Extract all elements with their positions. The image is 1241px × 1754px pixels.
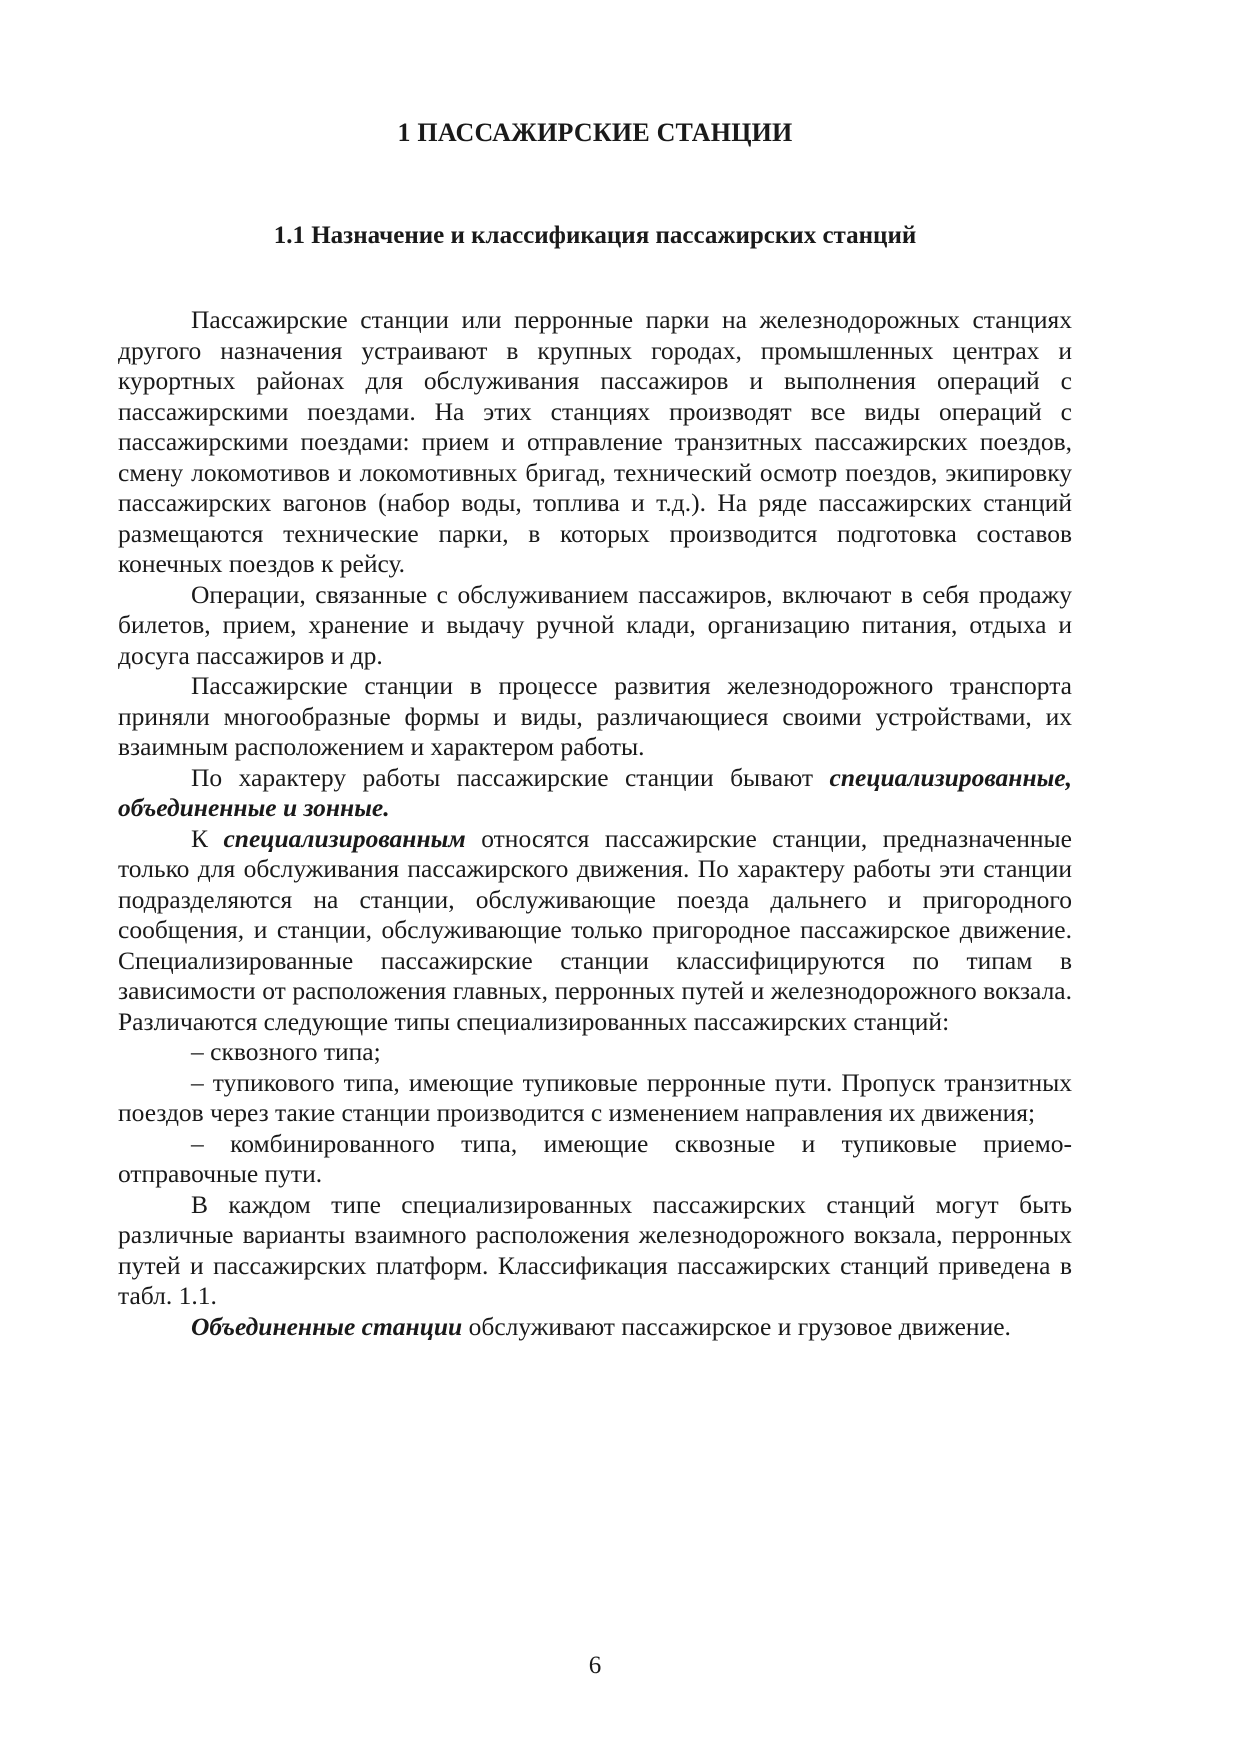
emphasized-term: Объединенные станции <box>191 1311 463 1341</box>
document-page <box>118 0 1072 1754</box>
paragraph <box>118 1312 1072 1343</box>
section-title: 1.1 Назначение и классификация пассажирских станций <box>273 222 917 249</box>
page-number: 6 <box>588 1652 602 1679</box>
paragraph <box>118 763 1072 824</box>
paragraph: Операции, связанные с обслуживанием пассажиров, включают в себя продажу билетов, прием, хранение и выдачу ручной клади, организацию питания, отдыха и досуга пассажиров и др. <box>118 579 1072 670</box>
paragraph-text: обслуживают пассажирское и грузовое движение. <box>462 1311 1011 1341</box>
paragraph-text: относятся пассажирские станции, предназначенные только для обслуживания пассажирского движения. По характеру работы эти станции подразделяются на станции, обслуживающие поезда дальнего и пригородного сообщения, и станции, обслуживающие только пригородное пассажирское движение. Специализированные пассажирские станции классифицируются по типам в зависимости от расположения главных, перронных путей и железнодорожного вокзала. Различаются следующие типы специализированных пассажирских станций: <box>118 823 1072 1036</box>
paragraph-text: К <box>191 823 224 853</box>
list-item: – тупикового типа, имеющие тупиковые перронные пути. Пропуск транзитных поездов через такие станции производится с изменением направления их движения; <box>118 1067 1072 1127</box>
chapter-title: 1 ПАССАЖИРСКИЕ СТАНЦИИ <box>397 118 793 147</box>
paragraph-text: По характеру работы пассажирские станции бывают <box>191 762 830 792</box>
emphasized-term: специализированные, объединенные и зонные. <box>118 762 1072 822</box>
list-item: – комбинированного типа, имеющие сквозные и тупиковые приемо-отправочные пути. <box>118 1128 1072 1188</box>
paragraph: Пассажирские станции или перронные парки на железнодорожных станциях другого назначения устраивают в крупных городах, промышленных центрах и курортных районах для обслуживания пассажиров и выполнения операций с пассажирскими поездами. На этих станциях производят все виды операций с пассажирскими поездами: прием и отправление транзитных пассажирских поездов, смену локомотивов и локомотивных бригад, технический осмотр поездов, экипировку пассажирских вагонов (набор воды, топлива и т.д.). На ряде пассажирских станций размещаются технические парки, в которых производится подготовка составов конечных поездов к рейсу. <box>118 305 1072 578</box>
emphasized-term: специализированным <box>223 823 466 853</box>
paragraph: В каждом типе специализированных пассажирских станций могут быть различные варианты взаимного расположения железнодорожного вокзала, перронных путей и пассажирских платформ. Классификация пассажирских станций приведена в табл. 1.1. <box>118 1189 1072 1310</box>
paragraph <box>118 824 1072 1038</box>
body-text <box>118 305 1072 1342</box>
list-item: – сквозного типа; <box>191 1037 381 1066</box>
paragraph: Пассажирские станции в процессе развития железнодорожного транспорта приняли многообразные формы и виды, различающиеся своими устройствами, их взаимным расположением и характером работы. <box>118 671 1072 761</box>
